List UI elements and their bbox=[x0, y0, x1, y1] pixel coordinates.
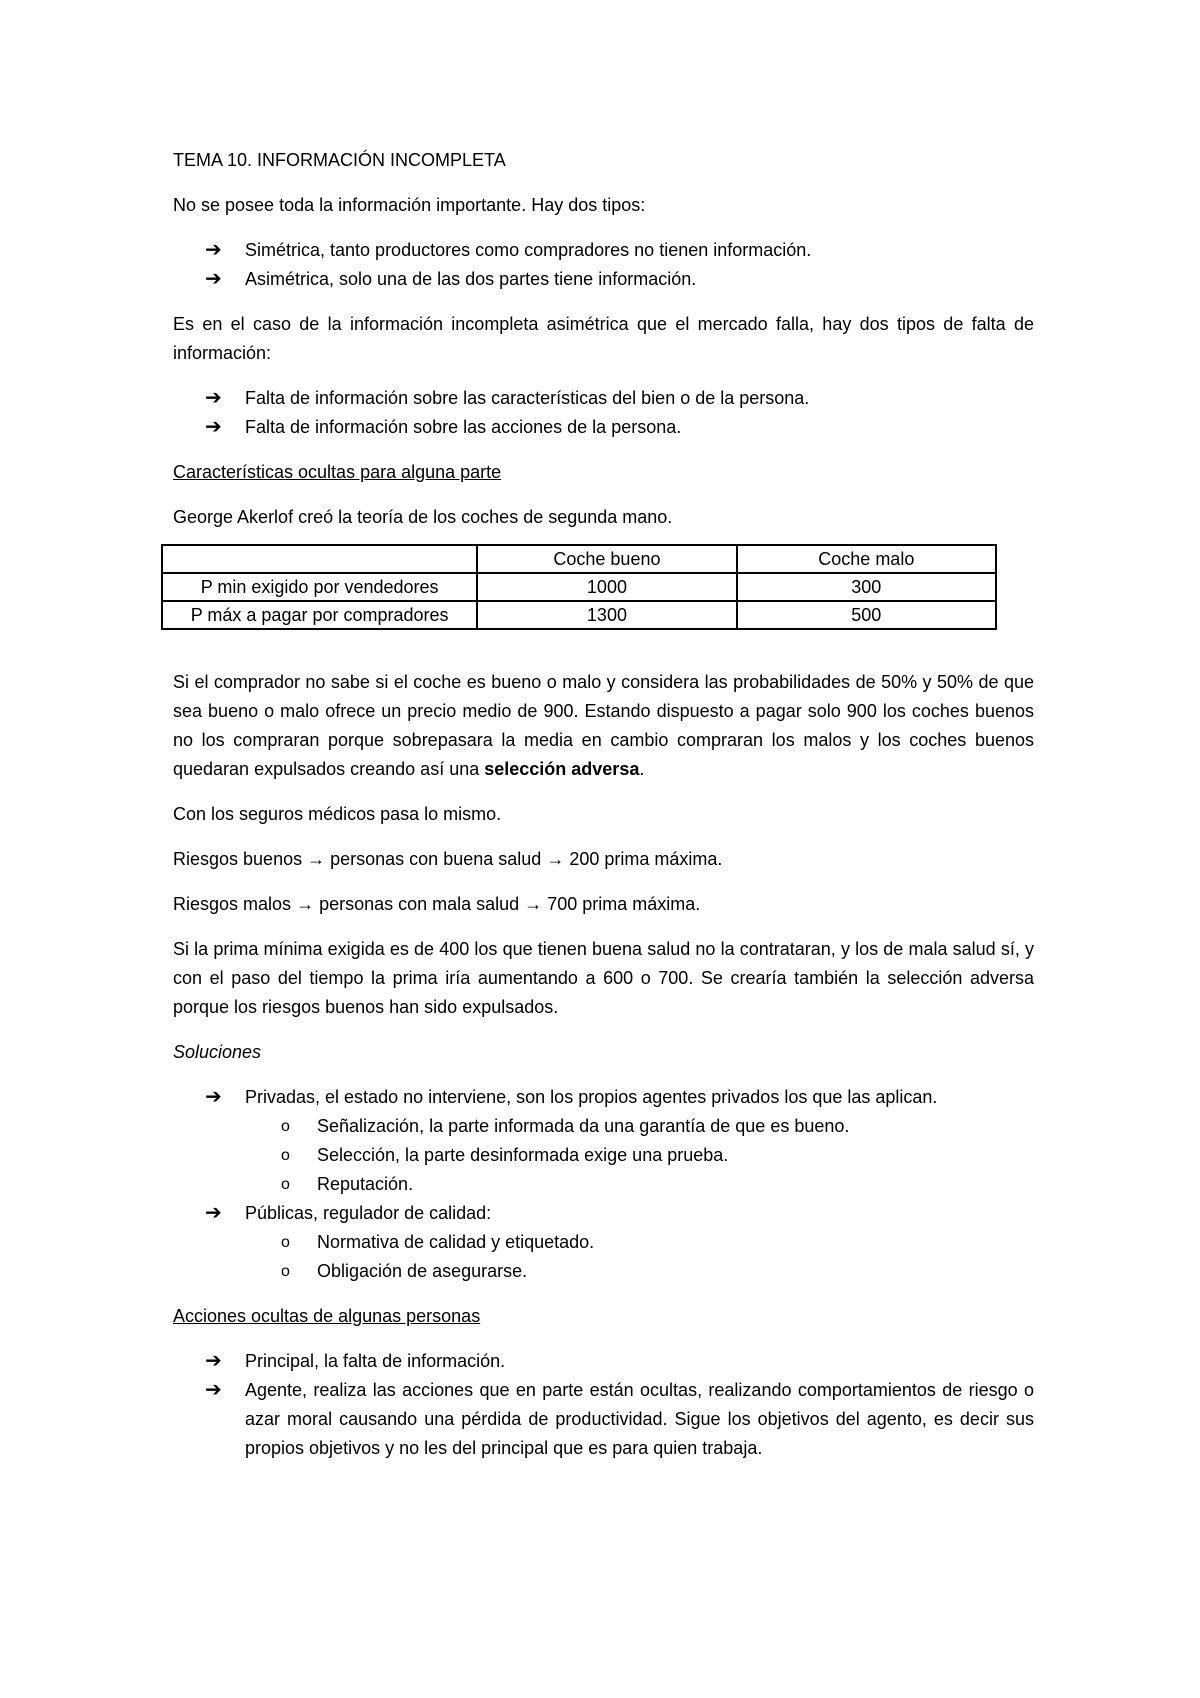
public-solutions-sublist bbox=[245, 1228, 1034, 1286]
asymmetric-paragraph: Es en el caso de la información incompleta asimétrica que el mercado falla, hay dos tipos de falta de información: bbox=[173, 314, 1034, 363]
adverse-selection-term: selección adversa bbox=[484, 759, 640, 779]
arrow-icon: ➔ bbox=[205, 1202, 222, 1224]
section-heading-hidden-actions: Acciones ocultas de algunas personas bbox=[173, 1306, 481, 1326]
private-solutions-sublist bbox=[245, 1112, 1034, 1199]
buyer-paragraph: Si el comprador no sabe si el coche es bueno o malo y considera las probabilidades de 50% y 50% de que sea bueno o malo ofrece un precio medio de 900. Estando dispuesto a pagar solo 900 los coches buenos no los compraran porque sobrepasara la media en cambio compraran los malos y los coches buenos quedaran expulsados creando así una selección adversa. bbox=[173, 672, 1034, 779]
table-cell: 300 bbox=[737, 573, 996, 601]
arrow-icon: ➔ bbox=[205, 1350, 222, 1372]
bullet-icon: o bbox=[281, 1234, 290, 1251]
arrow-icon: ➔ bbox=[205, 239, 222, 261]
bullet-icon: o bbox=[281, 1147, 290, 1164]
agents-list bbox=[173, 1347, 1034, 1463]
table-header-row bbox=[162, 545, 996, 573]
table-cell: Coche bueno bbox=[477, 545, 736, 573]
document-content bbox=[173, 146, 1034, 1479]
section-heading-hidden-characteristics: Características ocultas para alguna parte bbox=[173, 462, 502, 482]
arrow-icon: ➔ bbox=[205, 268, 222, 290]
table-cell: 500 bbox=[737, 601, 996, 629]
list-item: o Obligación de asegurarse. bbox=[245, 1257, 1034, 1286]
arrow-icon: → bbox=[307, 849, 326, 869]
arrow-icon: → bbox=[296, 894, 315, 914]
bullet-icon: o bbox=[281, 1118, 290, 1135]
list-item: ➔ Falta de información sobre las acciones de la persona. bbox=[173, 413, 1034, 442]
list-item: ➔ Simétrica, tanto productores como compradores no tienen información. bbox=[173, 236, 1034, 265]
table-row bbox=[162, 601, 996, 629]
bullet-icon: o bbox=[281, 1263, 290, 1280]
list-item: ➔ Falta de información sobre las características del bien o de la persona. bbox=[173, 384, 1034, 413]
info-types-list bbox=[173, 236, 1034, 294]
arrow-icon: → bbox=[524, 894, 543, 914]
good-risks-line: Riesgos buenos → personas con buena salud → 200 prima máxima. bbox=[173, 849, 723, 869]
lack-types-list bbox=[173, 384, 1034, 442]
intro-paragraph: No se posee toda la información importante. Hay dos tipos: bbox=[173, 195, 646, 215]
table-cell: 1300 bbox=[477, 601, 736, 629]
medical-paragraph: Con los seguros médicos pasa lo mismo. bbox=[173, 804, 502, 824]
arrow-icon: ➔ bbox=[205, 387, 222, 409]
list-item: ➔ Agente, realiza las acciones que en parte están ocultas, realizando comportamientos de riesgo o azar moral causando una pérdida de productividad. Sigue los objetivos del agento, es decir sus propios objetivos y no les del principal que es para quien trabaja. bbox=[173, 1376, 1034, 1463]
arrow-icon: ➔ bbox=[205, 1379, 222, 1401]
table-cell: P máx a pagar por compradores bbox=[162, 601, 477, 629]
list-item: o Señalización, la parte informada da una garantía de que es bueno. bbox=[245, 1112, 1034, 1141]
table-cell bbox=[162, 545, 477, 573]
list-item: ➔ Principal, la falta de información. bbox=[173, 1347, 1034, 1376]
list-item: ➔ Privadas, el estado no interviene, son los propios agentes privados los que las aplican. o Señalización, la parte informada da una garantía de que es bueno. o Selección, la parte desinformada exige una prueba. o Reputación. bbox=[173, 1083, 1034, 1199]
solutions-heading: Soluciones bbox=[173, 1042, 262, 1062]
used-cars-table bbox=[161, 544, 997, 630]
arrow-icon: → bbox=[546, 849, 565, 869]
list-item: ➔ Públicas, regulador de calidad: o Normativa de calidad y etiquetado. o Obligación de asegurarse. bbox=[173, 1199, 1034, 1286]
table-row bbox=[162, 573, 996, 601]
akerlof-paragraph: George Akerlof creó la teoría de los coches de segunda mano. bbox=[173, 507, 673, 527]
list-item: o Selección, la parte desinformada exige una prueba. bbox=[245, 1141, 1034, 1170]
bullet-icon: o bbox=[281, 1176, 290, 1193]
list-item: ➔ Asimétrica, solo una de las dos partes tiene información. bbox=[173, 265, 1034, 294]
table-cell: Coche malo bbox=[737, 545, 996, 573]
premium-paragraph: Si la prima mínima exigida es de 400 los que tienen buena salud no la contrataran, y los de mala salud sí, y con el paso del tiempo la prima iría aumentando a 600 o 700. Se crearía también la selección adversa porque los riesgos buenos han sido expulsados. bbox=[173, 939, 1034, 1017]
page-title: TEMA 10. INFORMACIÓN INCOMPLETA bbox=[173, 150, 506, 170]
table-cell: 1000 bbox=[477, 573, 736, 601]
arrow-icon: ➔ bbox=[205, 416, 222, 438]
solutions-list bbox=[173, 1083, 1034, 1286]
list-item: o Normativa de calidad y etiquetado. bbox=[245, 1228, 1034, 1257]
bad-risks-line: Riesgos malos → personas con mala salud → 700 prima máxima. bbox=[173, 894, 701, 914]
table-cell: P min exigido por vendedores bbox=[162, 573, 477, 601]
list-item: o Reputación. bbox=[245, 1170, 1034, 1199]
arrow-icon: ➔ bbox=[205, 1086, 222, 1108]
